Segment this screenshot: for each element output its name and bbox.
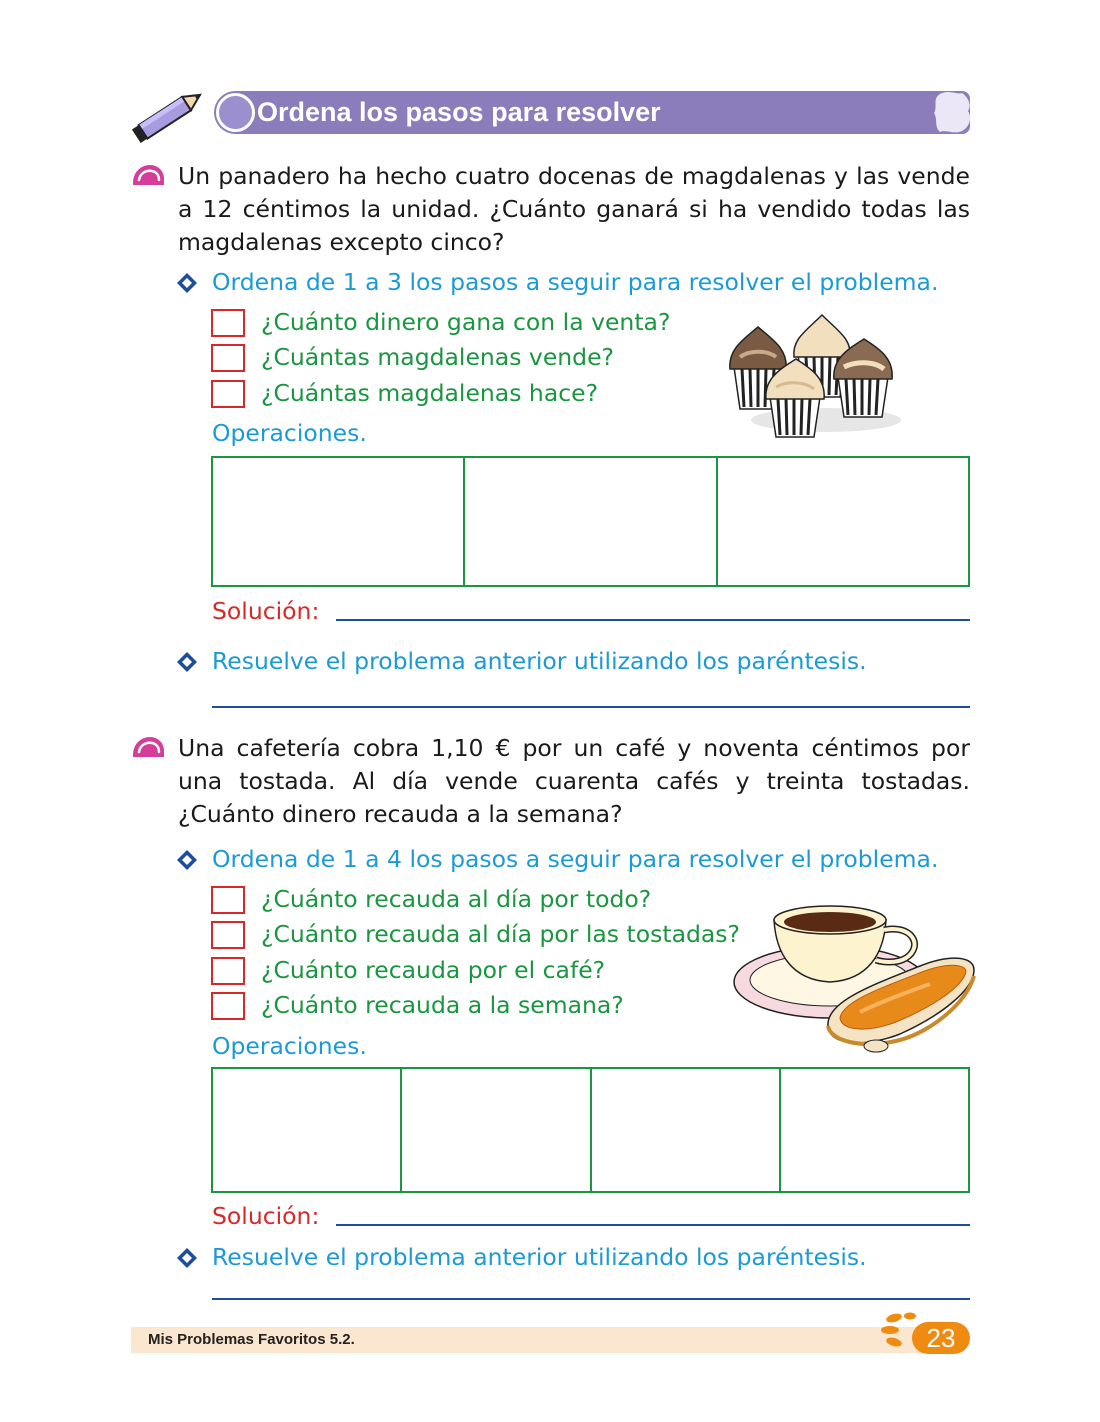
splash-decoration	[928, 91, 972, 134]
problem-statement: Un panadero ha hecho cuatro docenas de magdalenas y las vende a 12 céntimos la unidad. ¿Cuánto ganará si ha vendido todas las magdalenas excepto cinco?	[178, 162, 970, 256]
operations-label: Operaciones.	[212, 1032, 367, 1060]
instruction-text: Ordena de 1 a 4 los pasos a seguir para resolver el problema.	[212, 845, 939, 873]
order-checkbox[interactable]	[211, 886, 245, 914]
operation-cell[interactable]	[402, 1069, 591, 1191]
order-checkbox[interactable]	[211, 992, 245, 1020]
diamond-bullet-icon	[176, 272, 198, 294]
solution-label: Solución:	[212, 597, 320, 625]
operations-label: Operaciones.	[212, 419, 367, 447]
answer-line[interactable]	[212, 1298, 970, 1300]
step-label: ¿Cuánto recauda por el café?	[261, 956, 606, 984]
pencil-icon	[128, 85, 210, 145]
coffee-toast-illustration	[730, 890, 978, 1056]
operations-box[interactable]	[211, 456, 970, 587]
operations-box[interactable]	[211, 1067, 970, 1193]
instruction-text: Ordena de 1 a 3 los pasos a seguir para resolver el problema.	[212, 268, 939, 296]
pink-bullet-icon	[130, 735, 166, 761]
page-title: Ordena los pasos para resolver	[257, 97, 661, 127]
diamond-bullet-icon	[176, 651, 198, 673]
pink-bullet-icon	[130, 163, 166, 189]
diamond-bullet-icon	[176, 849, 198, 871]
step-label: ¿Cuántas magdalenas hace?	[261, 379, 599, 407]
order-checkbox[interactable]	[211, 921, 245, 949]
order-checkbox[interactable]	[211, 380, 245, 408]
book-title: Mis Problemas Favoritos 5.2.	[148, 1331, 355, 1348]
operation-cell[interactable]	[213, 1069, 402, 1191]
order-checkbox[interactable]	[211, 957, 245, 985]
step-label: ¿Cuánto recauda al día por las tostadas?	[261, 920, 741, 948]
solution-answer-line[interactable]	[336, 619, 970, 621]
solution-label: Solución:	[212, 1202, 320, 1230]
operation-cell[interactable]	[465, 458, 717, 585]
problem-statement: Una cafetería cobra 1,10 € por un café y noventa céntimos por una tostada. Al día vende cuarenta cafés y treinta tostadas. ¿Cuánto dinero recauda a la semana?	[178, 734, 970, 828]
operation-cell[interactable]	[718, 458, 968, 585]
operation-cell[interactable]	[781, 1069, 968, 1191]
page-number: 23	[926, 1323, 956, 1353]
step-label: ¿Cuánto recauda a la semana?	[261, 991, 624, 1019]
operation-cell[interactable]	[592, 1069, 781, 1191]
order-checkbox[interactable]	[211, 309, 245, 337]
step-label: ¿Cuánto dinero gana con la venta?	[261, 308, 671, 336]
step-label: ¿Cuánto recauda al día por todo?	[261, 885, 652, 913]
step-label: ¿Cuántas magdalenas vende?	[261, 343, 615, 371]
cupcakes-illustration	[726, 305, 904, 445]
order-checkbox[interactable]	[211, 344, 245, 372]
solution-answer-line[interactable]	[336, 1224, 970, 1226]
instruction-text: Resuelve el problema anterior utilizando los paréntesis.	[212, 647, 867, 675]
instruction-text: Resuelve el problema anterior utilizando los paréntesis.	[212, 1243, 867, 1271]
diamond-bullet-icon	[176, 1247, 198, 1269]
operation-cell[interactable]	[213, 458, 465, 585]
answer-line[interactable]	[212, 706, 970, 708]
